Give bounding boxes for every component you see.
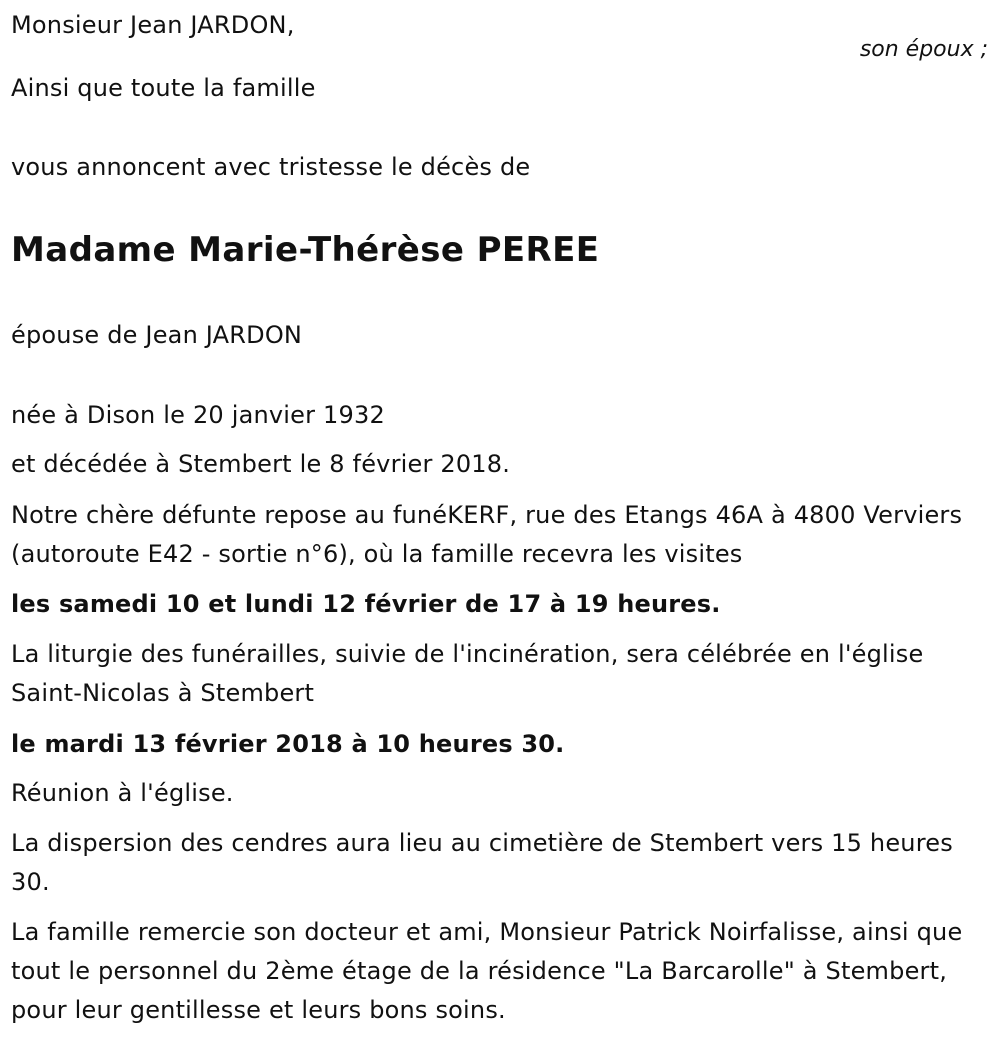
visitation-paragraph: Notre chère défunte repose au funéKERF, rue des Etangs 46A à 4800 Verviers (autoroute E42 - sortie n°6), où la famille recevra les visites xyxy=(11,501,963,568)
thanks-paragraph: La famille remercie son docteur et ami, Monsieur Patrick Noirfalisse, ainsi que tout le personnel du 2ème étage de la résidence "La Barcarolle" à Stembert, pour leur gentillesse et leurs bons soins. xyxy=(11,918,963,1024)
meeting-line: Réunion à l'église. xyxy=(11,779,234,807)
death-line: et décédée à Stembert le 8 février 2018. xyxy=(11,450,511,478)
announcement-intro: vous annoncent avec tristesse le décès de xyxy=(11,153,531,181)
ashes-paragraph: La dispersion des cendres aura lieu au cimetière de Stembert vers 15 heures 30. xyxy=(11,829,953,896)
funeral-datetime: le mardi 13 février 2018 à 10 heures 30. xyxy=(11,730,565,758)
spouse-of-line: épouse de Jean JARDON xyxy=(11,321,303,349)
visitation-schedule: les samedi 10 et lundi 12 février de 17 à 19 heures. xyxy=(11,590,721,618)
birth-line: née à Dison le 20 janvier 1932 xyxy=(11,401,385,429)
deceased-name: Madame Marie-Thérèse PEREE xyxy=(11,230,600,270)
spouse-line: Monsieur Jean JARDON, xyxy=(11,11,295,39)
spouse-role: son époux ; xyxy=(859,37,988,62)
family-line: Ainsi que toute la famille xyxy=(11,74,316,102)
funeral-paragraph: La liturgie des funérailles, suivie de l'incinération, sera célébrée en l'église Saint-Nicolas à Stembert xyxy=(11,640,924,707)
